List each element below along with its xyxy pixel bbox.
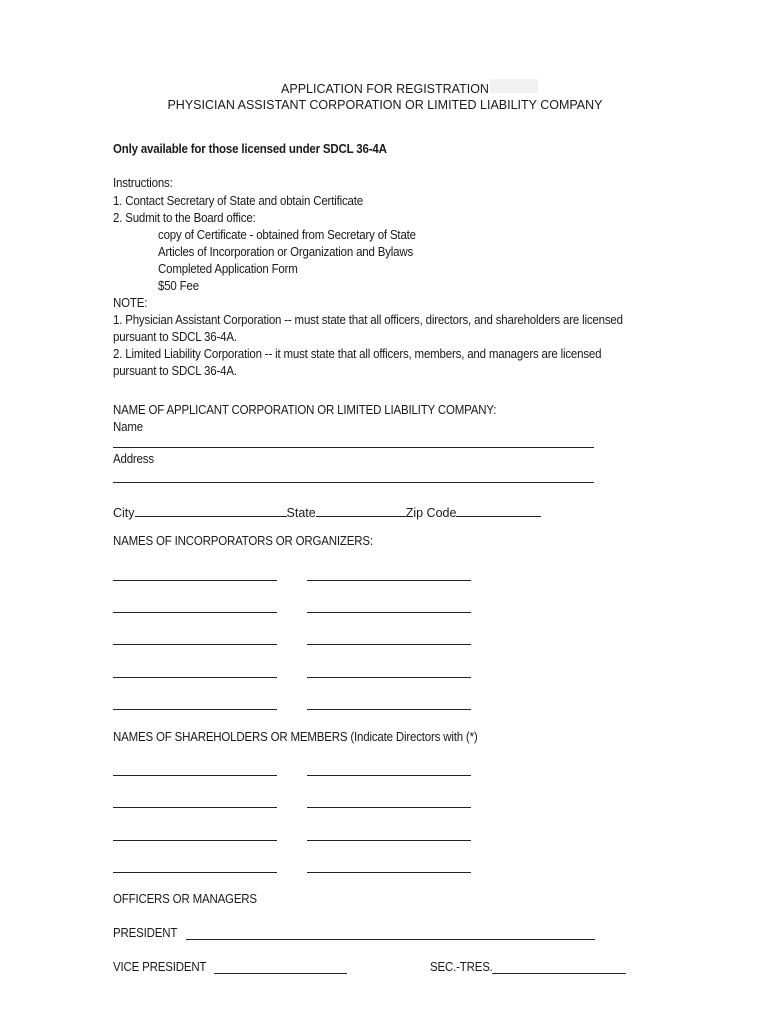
incorporator-field[interactable]	[113, 644, 277, 645]
name-label: Name	[113, 420, 143, 434]
incorporator-field[interactable]	[307, 644, 471, 645]
form-subtitle: PHYSICIAN ASSISTANT CORPORATION OR LIMITED LIABILITY COMPANY	[167, 98, 603, 112]
vice-president-label: VICE PRESIDENT	[113, 960, 207, 974]
instruction-step-1: 1. Contact Secretary of State and obtain Certificate	[113, 194, 363, 208]
state-field[interactable]	[316, 505, 406, 517]
shareholder-field[interactable]	[307, 775, 471, 776]
incorporators-heading: NAMES OF INCORPORATORS OR ORGANIZERS:	[113, 534, 373, 548]
incorporator-field[interactable]	[113, 677, 277, 678]
incorporator-field[interactable]	[113, 580, 277, 581]
incorporator-field[interactable]	[113, 612, 277, 613]
name-field[interactable]	[113, 447, 594, 448]
city-label: City	[113, 506, 135, 520]
address-label: Address	[113, 452, 154, 466]
note-1-line-2: pursuant to SDCL 36-4A.	[113, 330, 237, 344]
incorporator-field[interactable]	[307, 709, 471, 710]
incorporator-field[interactable]	[307, 580, 471, 581]
instruction-item: copy of Certificate - obtained from Secretary of State	[158, 228, 416, 242]
note-2-line-2: pursuant to SDCL 36-4A.	[113, 364, 237, 378]
instruction-item: Completed Application Form	[158, 262, 298, 276]
zip-label: Zip Code	[405, 506, 457, 520]
shareholder-field[interactable]	[307, 872, 471, 873]
instruction-item: $50 Fee	[158, 279, 199, 293]
sec-tres-field[interactable]	[492, 973, 626, 974]
note-1-line-1: 1. Physician Assistant Corporation -- must state that all officers, directors, and shareholders are licensed	[113, 313, 623, 327]
zip-field[interactable]	[456, 505, 541, 517]
shareholder-field[interactable]	[113, 840, 277, 841]
instruction-item: Articles of Incorporation or Organization and Bylaws	[158, 245, 414, 259]
note-heading: NOTE:	[113, 296, 148, 310]
applicant-heading: NAME OF APPLICANT CORPORATION OR LIMITED LIABILITY COMPANY:	[113, 403, 497, 417]
shareholder-field[interactable]	[307, 840, 471, 841]
shareholder-field[interactable]	[113, 775, 277, 776]
shareholder-field[interactable]	[113, 872, 277, 873]
instruction-step-2: 2. Sudmit to the Board office:	[113, 211, 256, 225]
incorporator-field[interactable]	[307, 612, 471, 613]
sec-tres-label: SEC.-TRES.	[430, 960, 493, 974]
instructions-heading: Instructions:	[113, 176, 173, 190]
president-field[interactable]	[186, 939, 595, 940]
city-state-zip-row	[113, 505, 541, 520]
shareholder-field[interactable]	[113, 807, 277, 808]
eligibility-note: Only available for those licensed under SDCL 36-4A	[113, 142, 387, 156]
city-field[interactable]	[135, 505, 287, 517]
state-label: State	[286, 506, 316, 520]
officers-heading: OFFICERS OR MANAGERS	[113, 892, 257, 906]
address-field[interactable]	[113, 482, 594, 483]
incorporator-field[interactable]	[307, 677, 471, 678]
president-label: PRESIDENT	[113, 926, 178, 940]
form-title: APPLICATION FOR REGISTRATION	[281, 82, 489, 96]
vice-president-field[interactable]	[214, 973, 347, 974]
shareholders-heading: NAMES OF SHAREHOLDERS OR MEMBERS (Indicate Directors with (*)	[113, 730, 478, 744]
note-2-line-1: 2. Limited Liability Corporation -- it must state that all officers, members, and managers are licensed	[113, 347, 602, 361]
shareholder-field[interactable]	[307, 807, 471, 808]
faded-stamp	[490, 79, 538, 93]
incorporator-field[interactable]	[113, 709, 277, 710]
